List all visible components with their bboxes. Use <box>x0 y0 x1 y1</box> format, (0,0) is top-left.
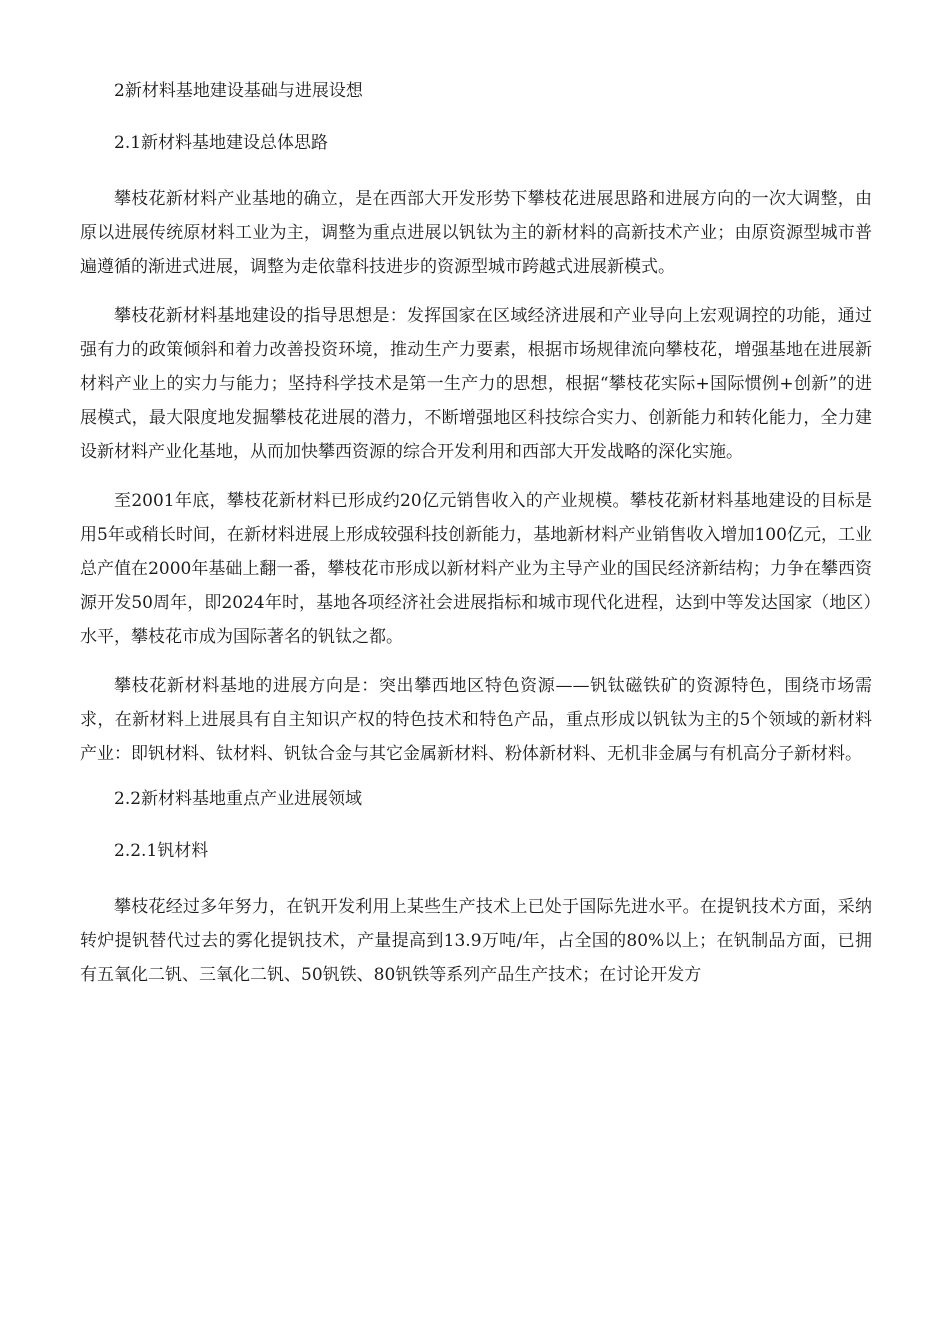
paragraph-2: 攀枝花新材料基地建设的指导思想是：发挥国家在区域经济进展和产业导向上宏观调控的功能，通过强有力的政策倾斜和着力改善投资环境，推动生产力要素，根据市场规律流向攀枝花，增强基地在进展新材料产业上的实力与能力；坚持科学技术是第一生产力的思想，根据“攀枝花实际+国际惯例+创新”的进展模式，最大限度地发掘攀枝花进展的潜力，不断增强地区科技综合实力、创新能力和转化能力，全力建设新材料产业化基地，从而加快攀西资源的综合开发利用和西部大开发战略的深化实施。 <box>80 306 872 462</box>
section-heading-2: 2新材料基地建设基础与进展设想 <box>114 81 363 101</box>
section-heading-2-2-1: 2.2.1钒材料 <box>114 841 209 861</box>
section-heading-2-2: 2.2新材料基地重点产业进展领域 <box>114 789 363 809</box>
paragraph-1: 攀枝花新材料产业基地的确立，是在西部大开发形势下攀枝花进展思路和进展方向的一次大调整，由原以进展传统原材料工业为主，调整为重点进展以钒钛为主的新材料的高新技术产业；由原资源型城市普遍遵循的渐进式进展，调整为走依靠科技进步的资源型城市跨越式进展新模式。 <box>80 189 872 277</box>
document-page <box>80 78 872 992</box>
paragraph-4: 攀枝花新材料基地的进展方向是：突出攀西地区特色资源——钒钛磁铁矿的资源特色，围绕市场需求，在新材料上进展具有自主知识产权的特色技术和特色产品，重点形成以钒钛为主的5个领域的新材料产业：即钒材料、钛材料、钒钛合金与其它金属新材料、粉体新材料、无机非金属与有机高分子新材料。 <box>80 676 872 764</box>
paragraph-5: 攀枝花经过多年努力，在钒开发利用上某些生产技术上已处于国际先进水平。在提钒技术方面，采纳转炉提钒替代过去的雾化提钒技术，产量提高到13.9万吨/年，占全国的80%以上；在钒制品方面，已拥有五氧化二钒、三氧化二钒、50钒铁、80钒铁等系列产品生产技术；在讨论开发方 <box>80 897 872 985</box>
paragraph-3: 至2001年底，攀枝花新材料已形成约20亿元销售收入的产业规模。攀枝花新材料基地建设的目标是用5年或稍长时间，在新材料进展上形成较强科技创新能力，基地新材料产业销售收入增加100亿元，工业总产值在2000年基础上翻一番，攀枝花市形成以新材料产业为主导产业的国民经济新结构；力争在攀西资源开发50周年，即2024年时，基地各项经济社会进展指标和城市现代化进程，达到中等发达国家（地区）水平，攀枝花市成为国际著名的钒钛之都。 <box>80 491 872 647</box>
section-heading-2-1: 2.1新材料基地建设总体思路 <box>114 133 329 153</box>
